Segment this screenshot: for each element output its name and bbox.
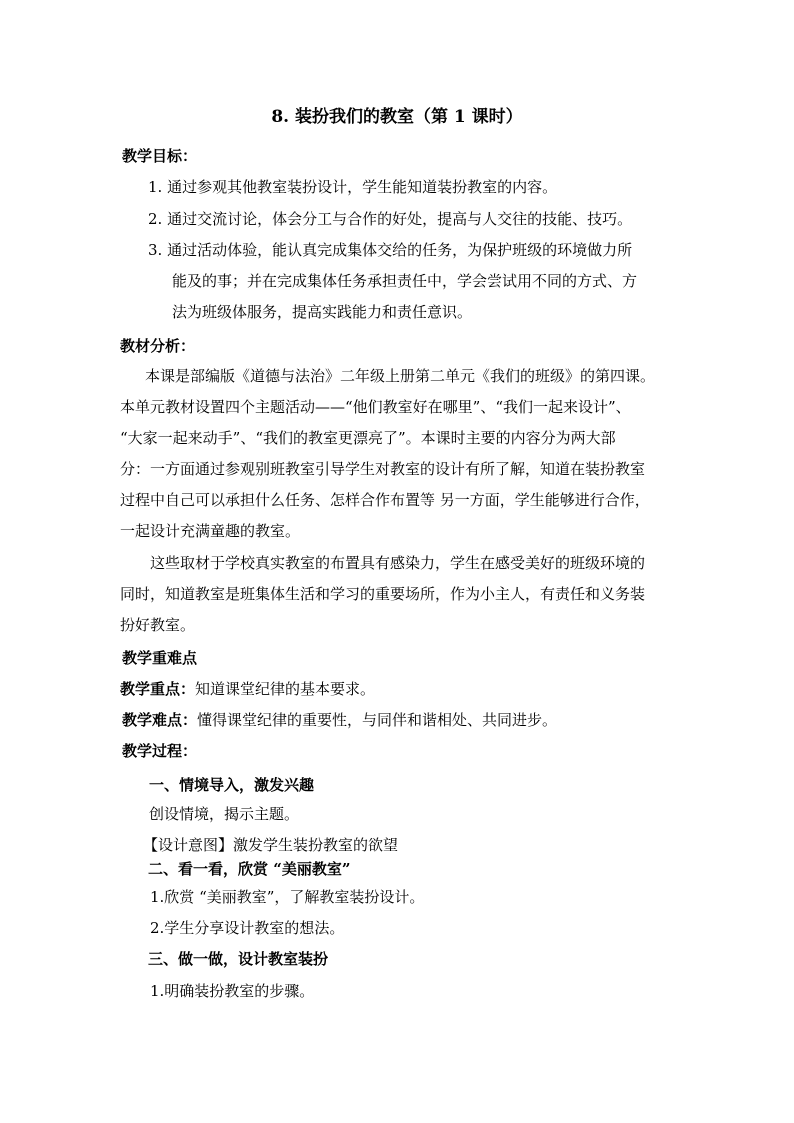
analysis-p1-line-6: 一起设计充满童趣的教室。	[120, 522, 301, 540]
difficulty-label: 教学难点：	[122, 711, 198, 729]
section-2-item-1: 1.欣赏 “美丽教室”，了解教室装扮设计。	[150, 888, 425, 906]
difficulty-text: 懂得课堂纪律的重要性，与同伴和谐相处、共同进步。	[197, 711, 558, 729]
section-3-item-1: 1.明确装扮教室的步骤。	[150, 982, 315, 1000]
difficulty-line	[122, 710, 557, 730]
objectives-heading: 教学目标：	[122, 147, 198, 165]
section-1-text: 创设情境，揭示主题。	[149, 805, 300, 823]
objective-item-3-cont-2: 法为班级体服务，提高实践能力和责任意识。	[172, 303, 473, 321]
analysis-p1-line-2: 本单元教材设置四个主题活动——“他们教室好在哪里”、“我们一起来设计”、	[120, 398, 631, 416]
section-1-intent: 【设计意图】激发学生装扮教室的欲望	[143, 836, 399, 854]
objective-item-2: 2. 通过交流讨论，体会分工与合作的好处，提高与人交往的技能、技巧。	[148, 210, 633, 228]
analysis-heading: 教材分析：	[120, 337, 196, 355]
section-3-title: 三、做一做，设计教室装扮	[148, 950, 329, 968]
focus-line	[120, 679, 375, 699]
focus-text: 知道课堂纪律的基本要求。	[195, 680, 376, 698]
key-points-heading: 教学重难点	[122, 649, 198, 667]
analysis-p1-line-1: 本课是部编版《道德与法治》二年级上册第二单元《我们的班级》的第四课。	[145, 367, 656, 385]
analysis-p2-line-3: 扮好教室。	[120, 616, 196, 634]
section-1-title: 一、情境导入，激发兴趣	[149, 776, 315, 794]
objective-item-3: 3. 通过活动体验，能认真完成集体交给的任务，为保护班级的环境做力所	[148, 241, 633, 259]
analysis-p2-line-2: 同时，知道教室是班集体生活和学习的重要场所，作为小主人，有责任和义务装	[120, 585, 646, 603]
focus-label: 教学重点：	[120, 680, 196, 698]
analysis-p2-line-1: 这些取材于学校真实教室的布置具有感染力，学生在感受美好的班级环境的	[150, 554, 646, 572]
section-2-title: 二、看一看，欣赏 “美丽教室”	[148, 860, 351, 878]
page-title: 8. 装扮我们的教室（第 1 课时）	[271, 107, 523, 127]
analysis-p1-line-3: “大家一起来动手”、“我们的教室更漂亮了”。本课时主要的内容分为两大部	[120, 429, 616, 447]
objective-item-1: 1. 通过参观其他教室装扮设计，学生能知道装扮教室的内容。	[148, 178, 558, 196]
process-heading: 教学过程：	[122, 742, 198, 760]
section-2-item-2: 2.学生分享设计教室的想法。	[150, 919, 345, 937]
analysis-p1-line-4: 分：一方面通过参观别班教室引导学生对教室的设计有所了解，知道在装扮教室	[120, 460, 646, 478]
analysis-p1-line-5: 过程中自己可以承担什么任务、怎样合作布置等 另一方面，学生能够进行合作，	[120, 491, 650, 509]
objective-item-3-cont-1: 能及的事；并在完成集体任务承担责任中，学会尝试用不同的方式、方	[172, 272, 638, 290]
